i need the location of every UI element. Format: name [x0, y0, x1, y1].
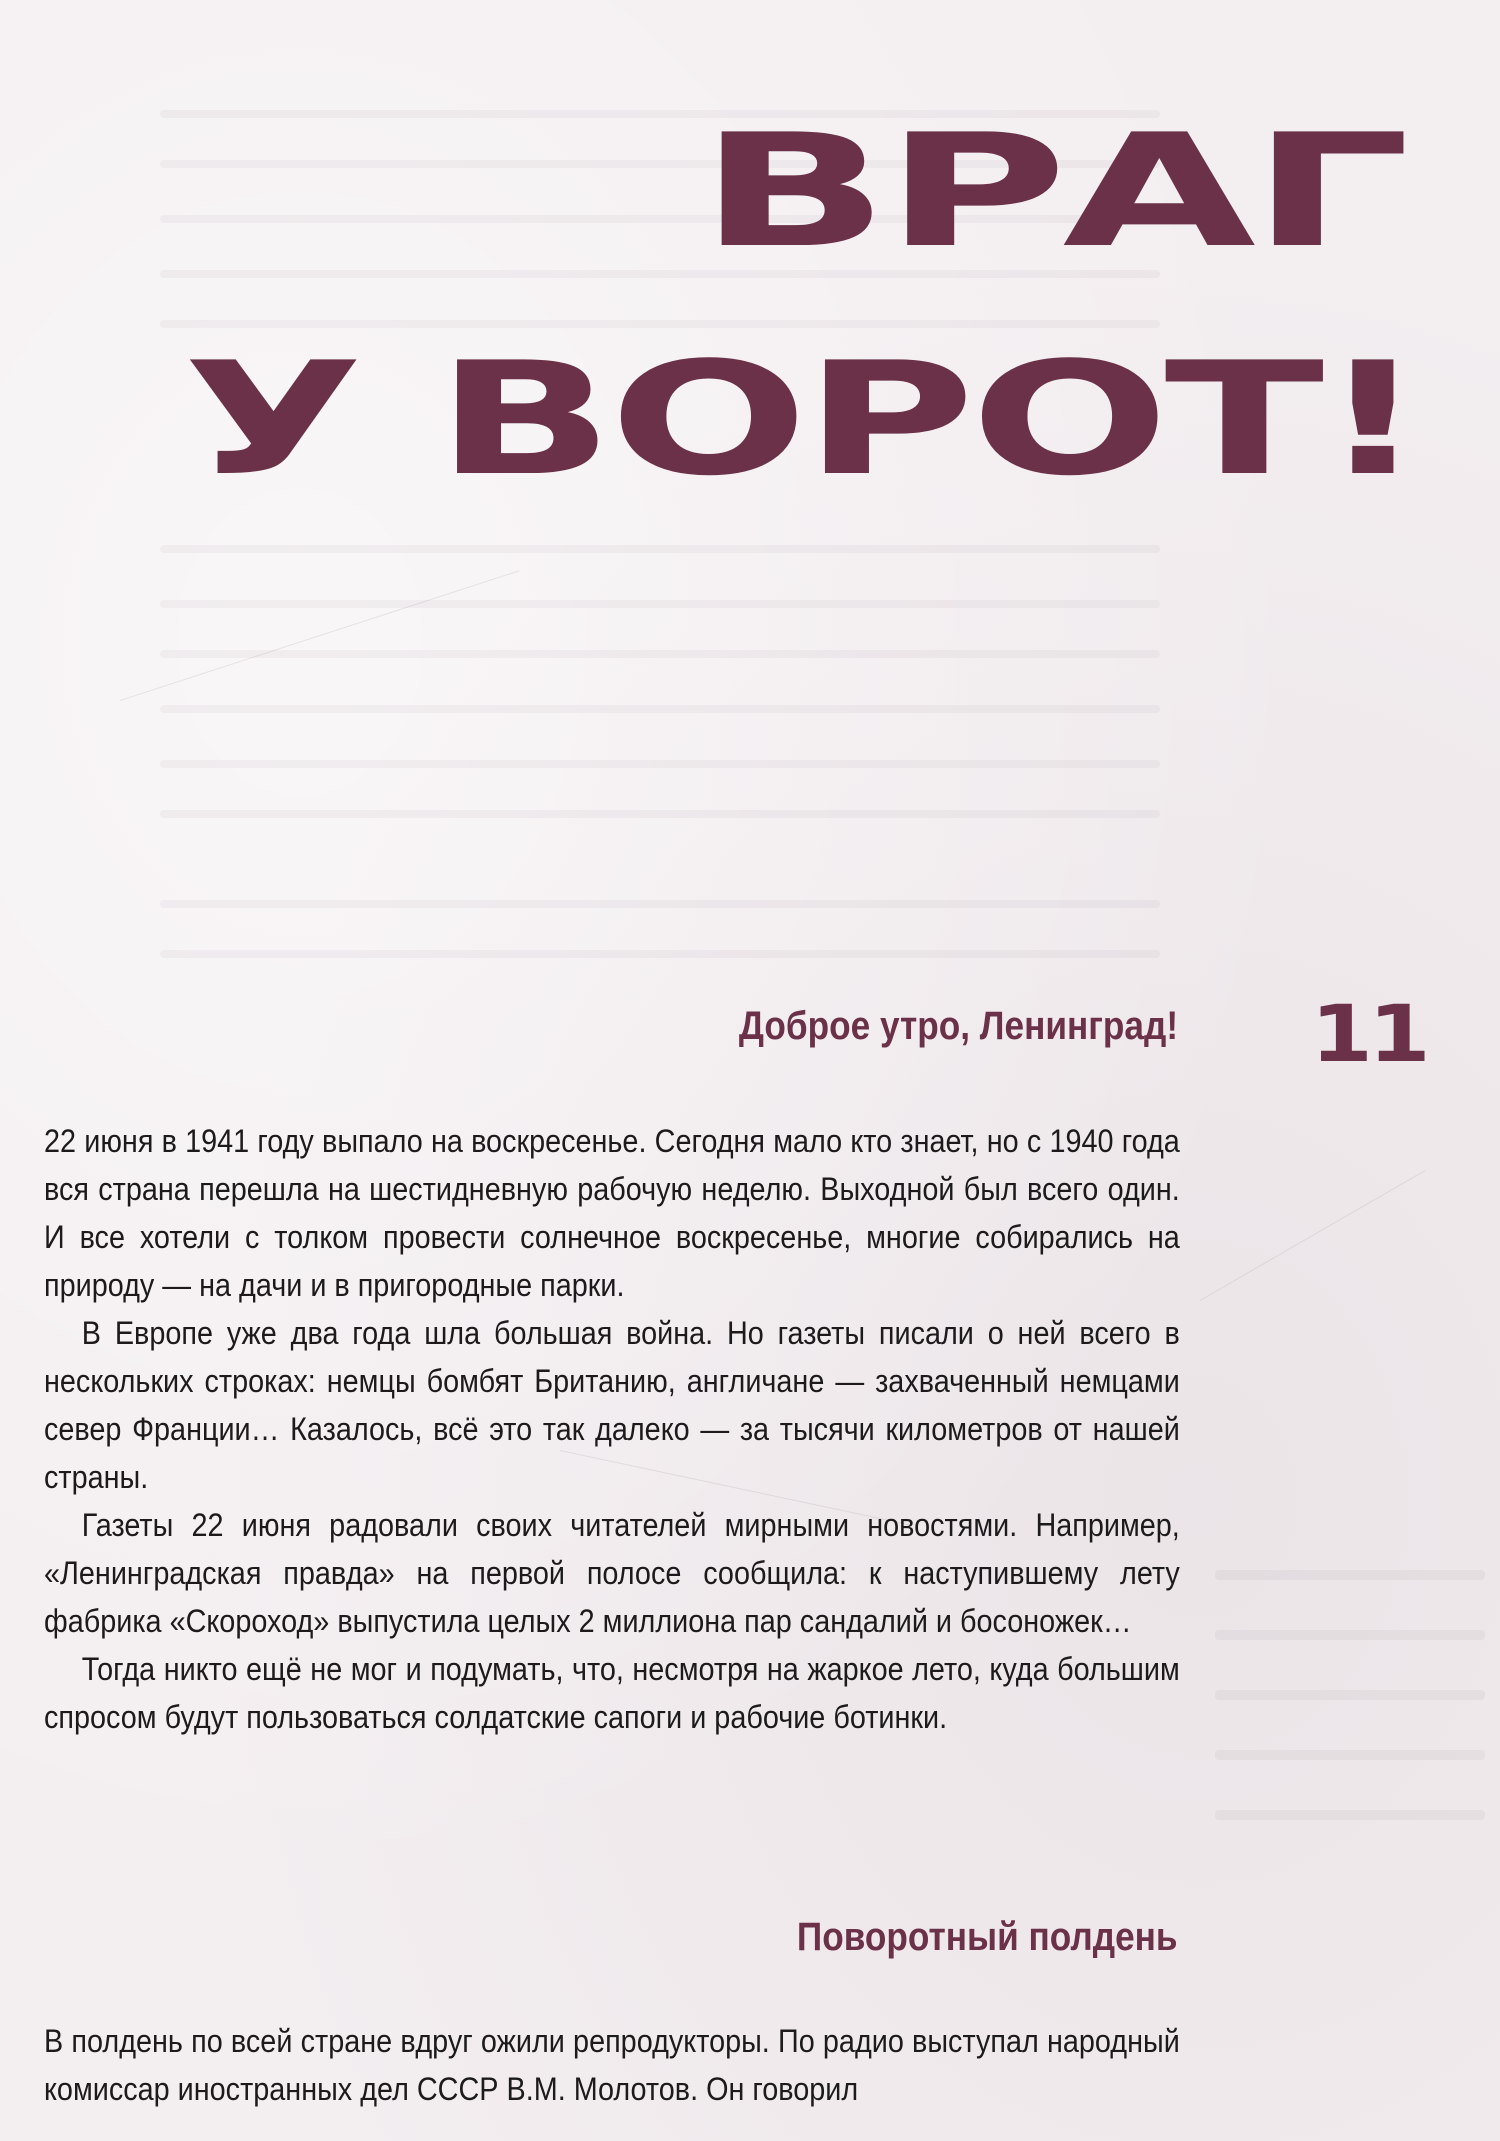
- paper-crease: [120, 570, 520, 701]
- paragraph: Тогда никто ещё не мог и подумать, что, несмотря на жаркое лето, куда большим спросом будут пользоваться солдатские сапоги и рабочие ботинки.: [44, 1651, 1180, 1735]
- section-body: [44, 1117, 1180, 1741]
- paper-crease: [1200, 1170, 1426, 1301]
- page-number: 11: [1310, 990, 1427, 1080]
- bleed-through-line: [160, 650, 1160, 658]
- bleed-through-line: [160, 950, 1160, 958]
- bleed-through-line: [1215, 1630, 1485, 1640]
- bleed-through-line: [160, 705, 1160, 713]
- paragraph: Газеты 22 июня радовали своих читателей мирными новостями. Например, «Ленинградская правда» на первой полосе сообщила: к наступившему лету фабрика «Скороход» выпустила целых 2 миллиона пар сандалий и босоножек…: [44, 1507, 1180, 1639]
- bleed-through-line: [160, 760, 1160, 768]
- bleed-through-line: [160, 600, 1160, 608]
- section-title: Доброе утро, Ленинград!: [738, 1004, 1178, 1048]
- bleed-through-line: [160, 810, 1160, 818]
- bleed-through-line: [160, 545, 1160, 553]
- section-title: Поворотный полдень: [797, 1915, 1178, 1959]
- section-body: [44, 2017, 1180, 2113]
- bleed-through-line: [1215, 1690, 1485, 1700]
- bleed-through-line: [1215, 1810, 1485, 1820]
- headline-line-1: ВРАГ: [698, 100, 1405, 283]
- paragraph: В Европе уже два года шла большая война. Но газеты писали о ней всего в нескольких строках: немцы бомбят Британию, англичане — захваченный немцами север Франции… Казалось, всё это так далеко — за тысячи километров от нашей страны.: [44, 1315, 1180, 1495]
- bleed-through-line: [160, 900, 1160, 908]
- paragraph: 22 июня в 1941 году выпало на воскресенье. Сегодня мало кто знает, но с 1940 года вся страна перешла на шестидневную рабочую неделю. Выходной был всего один. И все хотели с толком провести солнечное воскресенье, многие собирались на природу — на дачи и в пригородные парки.: [44, 1123, 1180, 1303]
- bleed-through-line: [1215, 1570, 1485, 1580]
- paragraph: В полдень по всей стране вдруг ожили репродукторы. По радио выступал народный комиссар иностранных дел СССР В.М. Молотов. Он говорил: [44, 2023, 1180, 2107]
- bleed-through-line: [160, 320, 1160, 328]
- bleed-through-line: [1215, 1750, 1485, 1760]
- headline-line-2: У ВОРОТ!: [183, 328, 1422, 511]
